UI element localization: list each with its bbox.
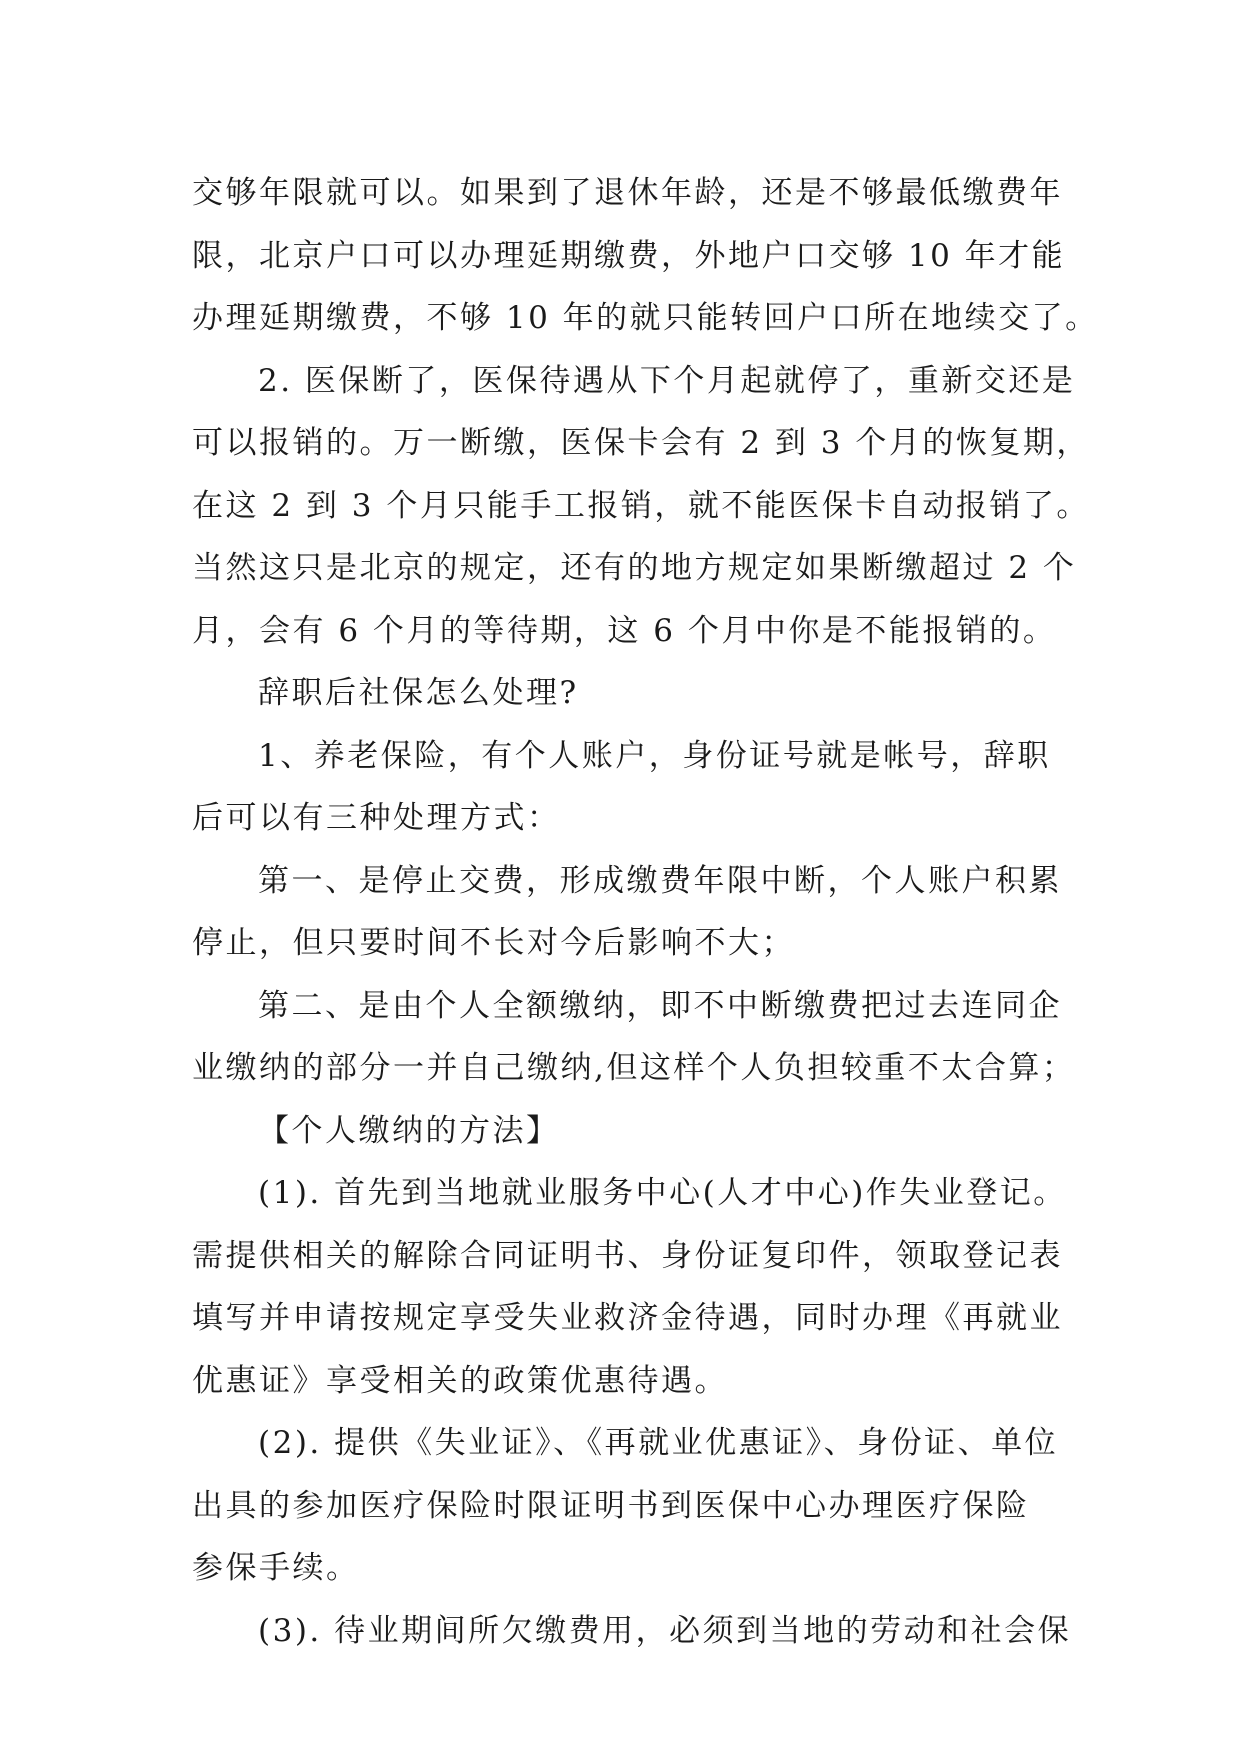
text-line: 办理延期缴费，不够 10 年的就只能转回户口所在地续交了。 — [192, 300, 1099, 336]
text-line: 填写并申请按规定享受失业救济金待遇，同时办理《再就业 — [192, 1300, 1063, 1336]
paragraph-start-line: (3). 待业期间所欠缴费用，必须到当地的劳动和社会保 — [258, 1612, 1072, 1649]
text-line: 业缴纳的部分一并自己缴纳,但这样个人负担较重不太合算； — [192, 1050, 1076, 1086]
text-line: 参保手续。 — [192, 1550, 360, 1586]
body-text — [192, 162, 1099, 1662]
paragraph-start-line: (1). 首先到当地就业服务中心(人才中心)作失业登记。 — [258, 1175, 1067, 1211]
text-line: 月，会有 6 个月的等待期，这 6 个月中你是不能报销的。 — [192, 612, 1057, 649]
subsection-heading: 【个人缴纳的方法】 — [258, 1112, 560, 1149]
paragraph-start-line: (2). 提供《失业证》、《再就业优惠证》、身份证、单位 — [258, 1425, 1059, 1461]
paragraph-start-line: 第一、是停止交费，形成缴费年限中断，个人账户积累 — [258, 862, 1062, 899]
text-line: 需提供相关的解除合同证明书、身份证复印件，领取登记表 — [192, 1237, 1063, 1274]
text-line: 可以报销的。万一断缴，医保卡会有 2 到 3 个月的恢复期， — [192, 425, 1090, 461]
text-line: 停止，但只要时间不长对今后影响不大； — [192, 925, 795, 961]
paragraph-start-line: 1、养老保险，有个人账户，身份证号就是帐号，辞职 — [258, 737, 1051, 774]
text-line: 出具的参加医疗保险时限证明书到医保中心办理医疗保险 — [192, 1487, 1030, 1524]
text-line: 后可以有三种处理方式： — [192, 800, 561, 836]
text-line: 优惠证》享受相关的政策优惠待遇。 — [192, 1362, 728, 1399]
text-line: 交够年限就可以。如果到了退休年龄，还是不够最低缴费年 — [192, 175, 1063, 211]
section-heading: 辞职后社保怎么处理? — [258, 675, 579, 711]
text-line: 当然这只是北京的规定，还有的地方规定如果断缴超过 2 个 — [192, 550, 1077, 586]
text-line: 限，北京户口可以办理延期缴费，外地户口交够 10 年才能 — [192, 237, 1066, 274]
paragraph-start-line: 第二、是由个人全额缴纳，即不中断缴费把过去连同企 — [258, 987, 1062, 1024]
text-line: 在这 2 到 3 个月只能手工报销，就不能医保卡自动报销了。 — [192, 487, 1090, 524]
paragraph-start-line: 2. 医保断了，医保待遇从下个月起就停了，重新交还是 — [258, 362, 1076, 399]
